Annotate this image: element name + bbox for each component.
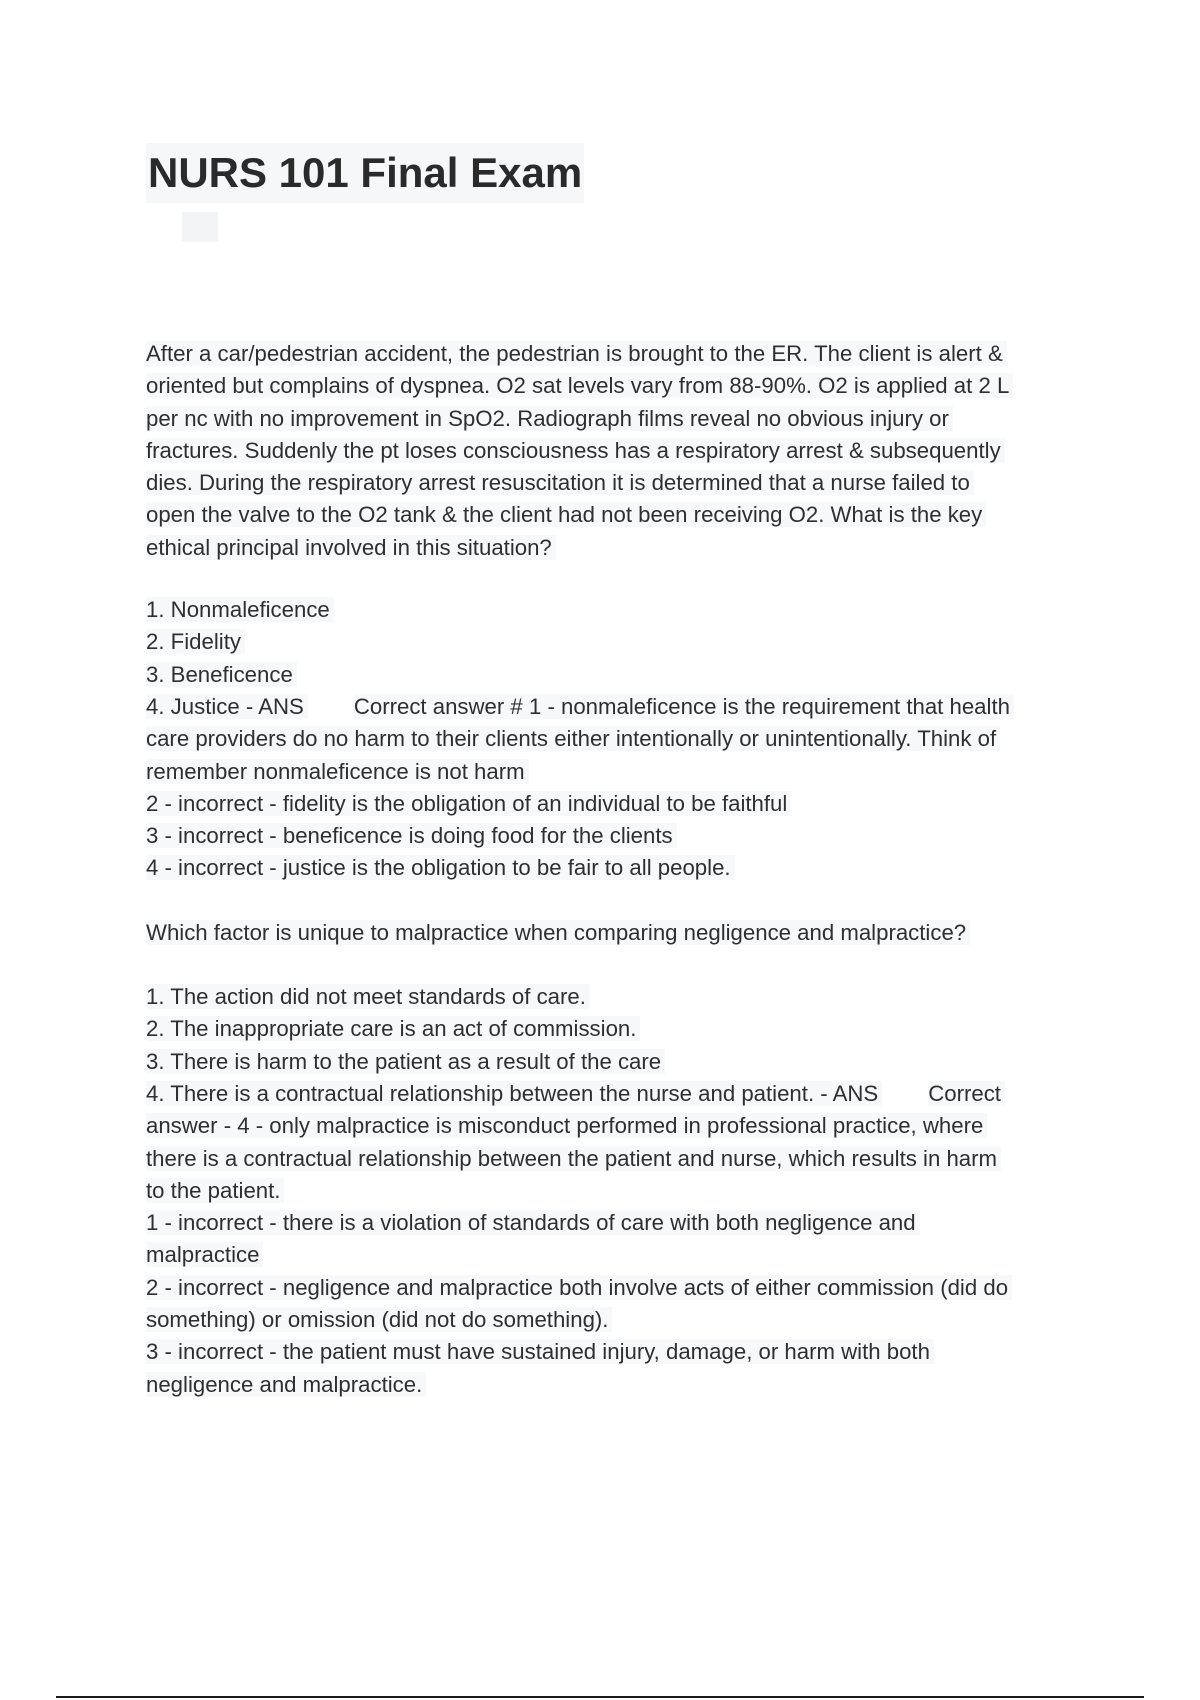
question-2-answer-line: something) or omission (did not do something).	[146, 1307, 612, 1332]
question-1-stem-line: open the valve to the O2 tank & the client had not been receiving O2. What is the key	[146, 502, 986, 527]
question-1-options	[146, 594, 1096, 885]
question-2-answer-line: 1 - incorrect - there is a violation of standards of care with both negligence and	[146, 1210, 920, 1235]
question-1-last-option: 4. Justice - ANS	[146, 694, 308, 719]
question-1-option: 2. Fidelity	[146, 629, 245, 654]
question-1-answer-line: 4 - incorrect - justice is the obligation to be fair to all people.	[146, 855, 735, 880]
question-2-options	[146, 981, 1096, 1401]
question-2-option: 1. The action did not meet standards of care.	[146, 984, 590, 1009]
question-1-answer-line: 2 - incorrect - fidelity is the obligation of an individual to be faithful	[146, 791, 791, 816]
question-1-option: 3. Beneficence	[146, 662, 297, 687]
question-2-answer-line: negligence and malpractice.	[146, 1372, 426, 1397]
question-2-option: 2. The inappropriate care is an act of commission.	[146, 1016, 640, 1041]
question-1-answer-line: Correct answer # 1 - nonmaleficence is the requirement that health	[354, 694, 1014, 719]
question-2-stem-line: Which factor is unique to malpractice when comparing negligence and malpractice?	[146, 920, 970, 945]
question-2-last-option: 4. There is a contractual relationship between the nurse and patient. - ANS	[146, 1081, 882, 1106]
question-2-answer-line: to the patient.	[146, 1178, 284, 1203]
question-1-answer-line: remember nonmaleficence is not harm	[146, 759, 529, 784]
question-1-stem-line: oriented but complains of dyspnea. O2 sat levels vary from 88-90%. O2 is applied at 2 L	[146, 373, 1013, 398]
question-1-stem-line: per nc with no improvement in SpO2. Radiograph films reveal no obvious injury or	[146, 406, 953, 431]
question-1-option: 1. Nonmaleficence	[146, 597, 334, 622]
document-body	[146, 338, 1096, 1401]
question-2-stem	[146, 917, 1096, 949]
question-1-stem-line: fractures. Suddenly the pt loses consciousness has a respiratory arrest & subsequently	[146, 438, 1005, 463]
document-title: NURS 101 Final Exam	[146, 143, 584, 203]
page-bottom-rule	[56, 1696, 1144, 1698]
question-2-answer-line: Correct	[928, 1081, 1005, 1106]
question-1-stem-line: dies. During the respiratory arrest resuscitation it is determined that a nurse failed to	[146, 470, 974, 495]
question-1-answer-line: 3 - incorrect - beneficence is doing food for the clients	[146, 823, 677, 848]
question-1-stem-line: ethical principal involved in this situation?	[146, 535, 556, 560]
question-2-answer-line: there is a contractual relationship between the patient and nurse, which results in harm	[146, 1146, 1001, 1171]
question-2-answer-line: malpractice	[146, 1242, 263, 1267]
question-1-stem	[146, 338, 1096, 564]
question-1-stem-line: After a car/pedestrian accident, the pedestrian is brought to the ER. The client is alert &	[146, 341, 1007, 366]
question-2-answer-line: 2 - incorrect - negligence and malpractice both involve acts of either commission (did do	[146, 1275, 1012, 1300]
question-2-answer-line: 3 - incorrect - the patient must have sustained injury, damage, or harm with both	[146, 1339, 934, 1364]
question-1-answer-line: care providers do no harm to their clients either intentionally or unintentionally. Think of	[146, 726, 1000, 751]
question-2-option: 3. There is harm to the patient as a result of the care	[146, 1049, 665, 1074]
title-placeholder-block	[182, 212, 218, 242]
question-2-answer-line: answer - 4 - only malpractice is misconduct performed in professional practice, where	[146, 1113, 987, 1138]
